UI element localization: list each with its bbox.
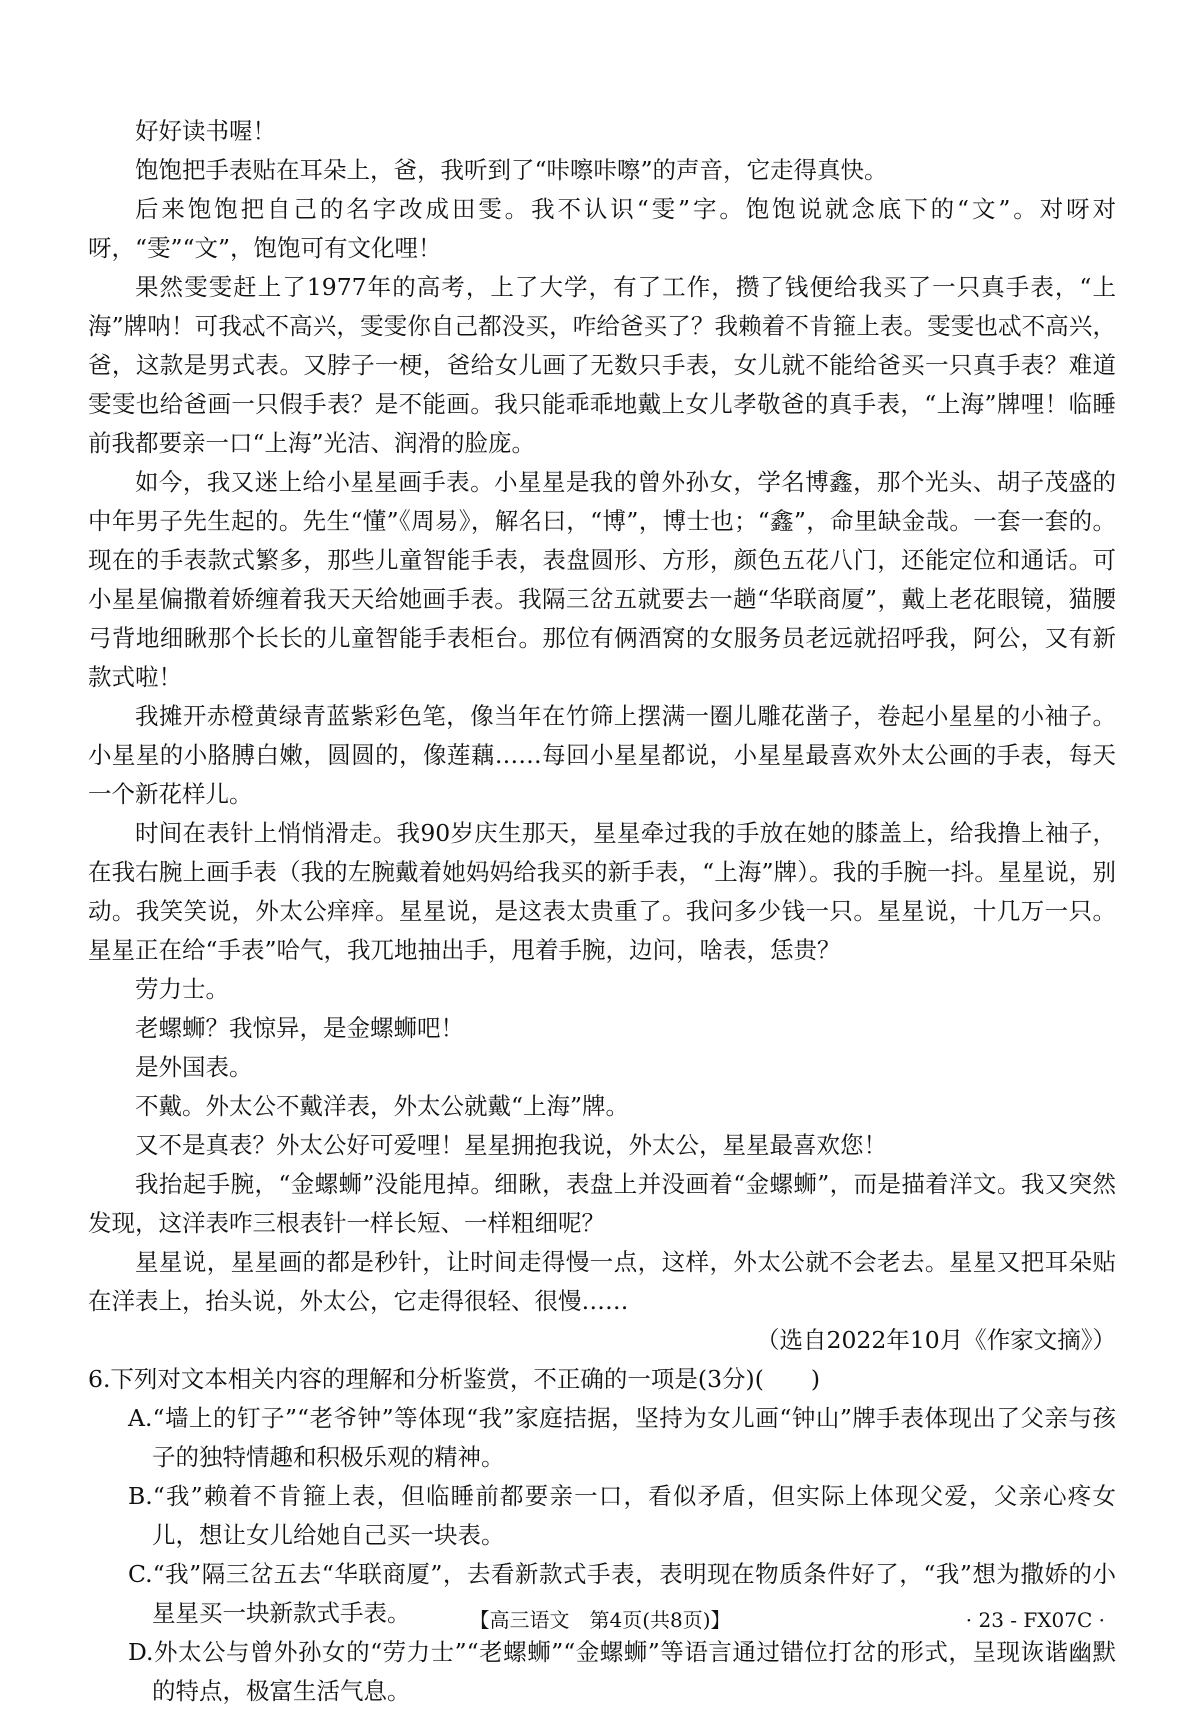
- dialogue-line: 又不是真表？外太公好可爱哩！星星拥抱我说，外太公，星星最喜欢您！: [135, 1131, 887, 1159]
- passage: [88, 112, 1116, 1360]
- passage-paragraph: 后来饱饱把自己的名字改成田雯。我不认识“雯”字。饱饱说就念底下的“文”。对呀对呀，“雯”“文”，饱饱可有文化哩！: [88, 195, 1116, 262]
- passage-paragraph: 时间在表针上悄悄滑走。我90岁庆生那天，星星牵过我的手放在她的膝盖上，给我撸上袖子，在我右腕上画手表（我的左腕戴着她妈妈给我买的新手表，“上海”牌）。我的手腕一抖。星星说，别动。我笑笑说，外太公痒痒。星星说，是这表太贵重了。我问多少钱一只。星星说，十几万一只。星星正在给“手表”哈气，我兀地抽出手，甩着手腕，边问，啥表，恁贵？: [88, 819, 1116, 964]
- passage-paragraph: 我摊开赤橙黄绿青蓝紫彩色笔，像当年在竹筛上摆满一圈儿雕花凿子，卷起小星星的小袖子。小星星的小胳膊白嫩，圆圆的，像莲藕……每回小星星都说，小星星最喜欢外太公画的手表，每天一个新花样儿。: [88, 702, 1116, 808]
- question-stem: 6.下列对文本相关内容的理解和分析鉴赏，不正确的一项是(3分)( ): [88, 1365, 821, 1393]
- passage-paragraph: 果然雯雯赶上了1977年的高考，上了大学，有了工作，攒了钱便给我买了一只真手表，“上海”牌呐！可我忒不高兴，雯雯你自己都没买，咋给爸买了？我赖着不肯箍上表。雯雯也忒不高兴，爸，这款是男式表。又脖子一梗，爸给女儿画了无数只手表，女儿就不能给爸买一只真手表？难道雯雯也给爸画一只假手表？是不能画。我只能乖乖地戴上女儿孝敬爸的真手表，“上海”牌哩！临睡前我都要亲一口“上海”光洁、润滑的脸庞。: [88, 273, 1116, 457]
- dialogue-line: 劳力士。: [135, 975, 229, 1003]
- dialogue-line: 老螺蛳？我惊异，是金螺蛳吧！: [135, 1014, 464, 1042]
- passage-paragraph: 如今，我又迷上给小星星画手表。小星星是我的曾外孙女，学名博鑫，那个光头、胡子茂盛的中年男子先生起的。先生“懂”《周易》，解名曰，“博”，博士也；“鑫”，命里缺金哉。一套一套的。现在的手表款式繁多，那些儿童智能手表，表盘圆形、方形，颜色五花八门，还能定位和通话。可小星星偏撒着娇缠着我天天给她画手表。我隔三岔五就要去一趟“华联商厦”，戴上老花眼镜，猫腰弓背地细瞅那个长长的儿童智能手表柜台。那位有俩酒窝的女服务员老远就招呼我，阿公，又有新款式啦！: [88, 468, 1116, 691]
- option-b: B.“我”赖着不肯箍上表，但临睡前都要亲一口，看似矛盾，但实际上体现父爱，父亲心疼女儿，想让女儿给她自己买一块表。: [128, 1482, 1116, 1549]
- dialogue-line: 不戴。外太公不戴洋表，外太公就戴“上海”牌。: [135, 1092, 630, 1120]
- exam-code: · 23 - FX07C ·: [965, 1608, 1105, 1632]
- option-c: C.“我”隔三岔五去“华联商厦”，去看新款式手表，表明现在物质条件好了，“我”想为撒娇的小星星买一块新款式手表。: [128, 1560, 1116, 1627]
- option-d: D.外太公与曾外孙女的“劳力士”“老螺蛳”“金螺蛳”等语言通过错位打岔的形式，呈现诙谐幽默的特点，极富生活气息。: [128, 1638, 1116, 1705]
- source-citation: （选自2022年10月《作家文摘》）: [756, 1326, 1116, 1354]
- dialogue-line: 是外国表。: [135, 1053, 253, 1081]
- page-content: [88, 112, 1116, 1711]
- question-6: [88, 1360, 1116, 1711]
- page-footer: [0, 1600, 1200, 1640]
- passage-paragraph: 好好读书喔！: [135, 117, 276, 145]
- passage-paragraph: 星星说，星星画的都是秒针，让时间走得慢一点，这样，外太公就不会老去。星星又把耳朵贴在洋表上，抬头说，外太公，它走得很轻、很慢……: [88, 1248, 1116, 1315]
- passage-paragraph: 我抬起手腕，“金螺蛳”没能甩掉。细瞅，表盘上并没画着“金螺蛳”，而是描着洋文。我又突然发现，这洋表咋三根表针一样长短、一样粗细呢？: [88, 1170, 1116, 1237]
- passage-paragraph: 饱饱把手表贴在耳朵上，爸，我听到了“咔嚓咔嚓”的声音，它走得真快。: [135, 156, 888, 184]
- page-number-label: 【高三语文 第4页(共8页)】: [469, 1608, 731, 1632]
- option-a: A.“墙上的钉子”“老爷钟”等体现“我”家庭拮据，坚持为女儿画“钟山”牌手表体现出了父亲与孩子的独特情趣和积极乐观的精神。: [128, 1404, 1116, 1471]
